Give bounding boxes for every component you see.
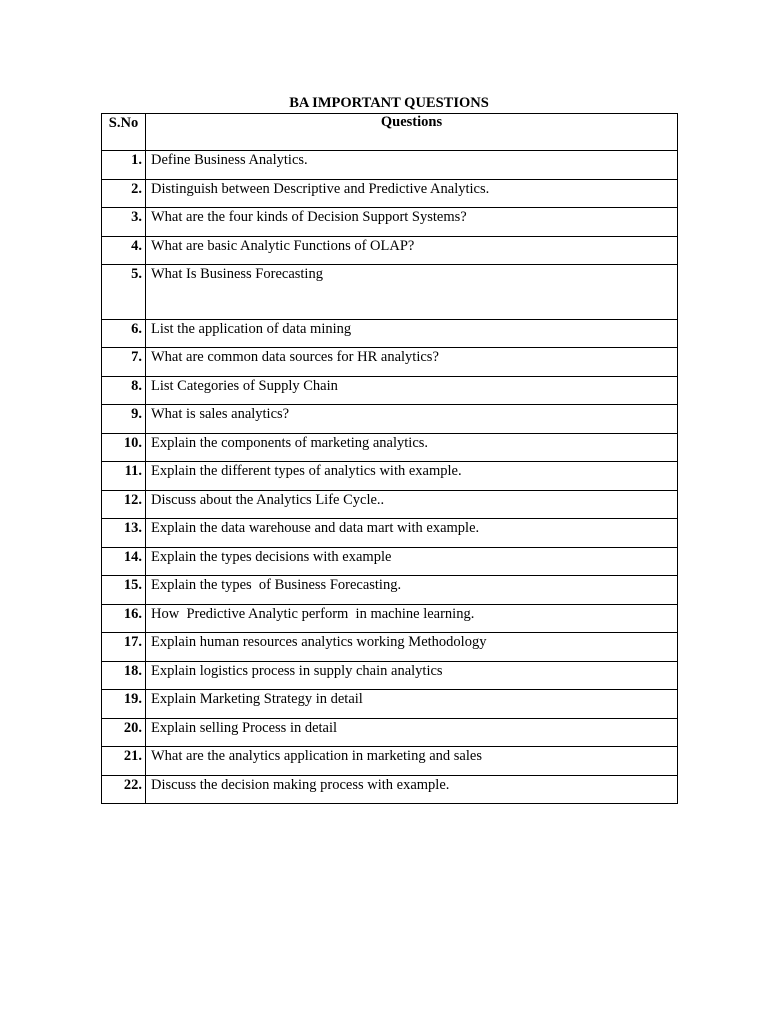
serial-number: 19.: [102, 690, 146, 719]
serial-number: 2.: [102, 179, 146, 208]
question-text: What are the four kinds of Decision Support Systems?: [146, 208, 678, 237]
question-text: What are the analytics application in marketing and sales: [146, 747, 678, 776]
serial-number: 14.: [102, 547, 146, 576]
question-text: List the application of data mining: [146, 319, 678, 348]
document-title: BA IMPORTANT QUESTIONS: [289, 95, 489, 111]
question-text: Explain human resources analytics working Methodology: [146, 633, 678, 662]
table-row: [102, 433, 678, 462]
table-row: [102, 151, 678, 180]
table-row: [102, 633, 678, 662]
table-row: [102, 265, 678, 320]
serial-number: 6.: [102, 319, 146, 348]
serial-number: 21.: [102, 747, 146, 776]
serial-number: 9.: [102, 405, 146, 434]
question-text: Discuss about the Analytics Life Cycle..: [146, 490, 678, 519]
serial-number: 16.: [102, 604, 146, 633]
table-row: [102, 348, 678, 377]
question-text: Discuss the decision making process with example.: [146, 775, 678, 804]
table-row: [102, 718, 678, 747]
table-row: [102, 179, 678, 208]
table-row: [102, 319, 678, 348]
serial-number: 12.: [102, 490, 146, 519]
table-row: [102, 690, 678, 719]
question-text: How Predictive Analytic perform in machine learning.: [146, 604, 678, 633]
questions-table: [101, 113, 678, 804]
question-text: Explain the data warehouse and data mart with example.: [146, 519, 678, 548]
table-row: [102, 376, 678, 405]
question-text: Explain the types decisions with example: [146, 547, 678, 576]
question-text: What are common data sources for HR analytics?: [146, 348, 678, 377]
serial-number: 5.: [102, 265, 146, 320]
serial-number: 1.: [102, 151, 146, 180]
table-row: [102, 490, 678, 519]
table-row: [102, 775, 678, 804]
column-header-questions: Questions: [146, 114, 678, 151]
table-row: [102, 604, 678, 633]
question-text: Explain the types of Business Forecasting.: [146, 576, 678, 605]
question-text: Explain Marketing Strategy in detail: [146, 690, 678, 719]
serial-number: 20.: [102, 718, 146, 747]
serial-number: 18.: [102, 661, 146, 690]
table-row: [102, 576, 678, 605]
table-row: [102, 547, 678, 576]
column-header-sno: S.No: [102, 114, 146, 151]
serial-number: 17.: [102, 633, 146, 662]
table-row: [102, 405, 678, 434]
serial-number: 22.: [102, 775, 146, 804]
table-row: [102, 462, 678, 491]
table-row: [102, 208, 678, 237]
table-row: [102, 747, 678, 776]
question-text: What is sales analytics?: [146, 405, 678, 434]
questions-table-body: [102, 151, 678, 804]
serial-number: 7.: [102, 348, 146, 377]
question-text: Define Business Analytics.: [146, 151, 678, 180]
question-text: Explain the components of marketing analytics.: [146, 433, 678, 462]
question-text: Explain selling Process in detail: [146, 718, 678, 747]
question-text: Explain logistics process in supply chain analytics: [146, 661, 678, 690]
serial-number: 11.: [102, 462, 146, 491]
table-row: [102, 661, 678, 690]
question-text: List Categories of Supply Chain: [146, 376, 678, 405]
table-row: [102, 519, 678, 548]
question-text: What are basic Analytic Functions of OLAP?: [146, 236, 678, 265]
serial-number: 10.: [102, 433, 146, 462]
question-text: Explain the different types of analytics with example.: [146, 462, 678, 491]
table-row: [102, 236, 678, 265]
serial-number: 4.: [102, 236, 146, 265]
question-text: Distinguish between Descriptive and Predictive Analytics.: [146, 179, 678, 208]
serial-number: 3.: [102, 208, 146, 237]
serial-number: 13.: [102, 519, 146, 548]
serial-number: 15.: [102, 576, 146, 605]
question-text: What Is Business Forecasting: [146, 265, 678, 320]
serial-number: 8.: [102, 376, 146, 405]
table-header-row: [102, 114, 678, 151]
